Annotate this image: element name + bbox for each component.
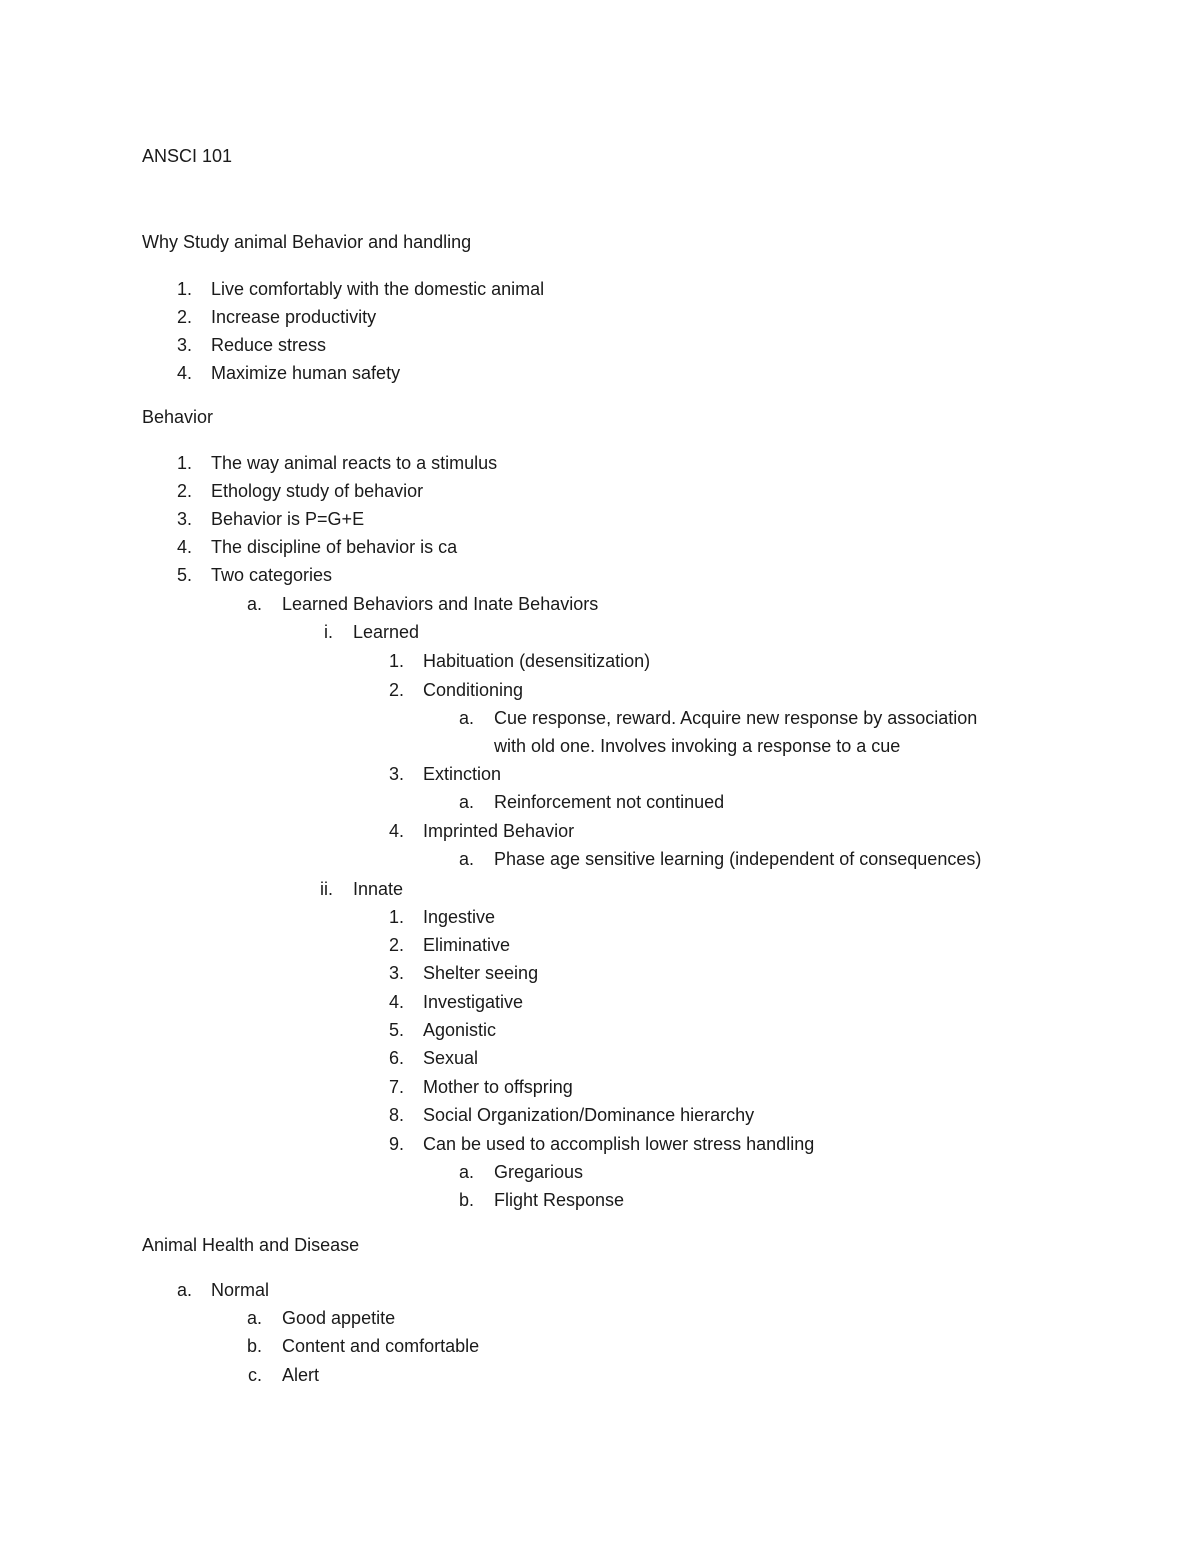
list-item-text: with old one. Involves invoking a response to a cue: [494, 736, 901, 756]
list-item-text: Ingestive: [423, 907, 496, 927]
list-item-text: Agonistic: [423, 1020, 497, 1040]
section-heading-why: [142, 230, 471, 254]
list-item-text: Flight Response: [494, 1190, 625, 1210]
list-marker: a.: [458, 1162, 474, 1182]
list-marker: a.: [246, 1308, 262, 1328]
section-heading-behavior: [142, 405, 213, 429]
list-item-text: Cue response, reward. Acquire new response by association: [494, 708, 978, 728]
list-marker: ii.: [320, 879, 333, 899]
list-marker: 3.: [388, 963, 404, 983]
list-marker: b.: [458, 1190, 474, 1210]
list-marker: 6.: [388, 1048, 404, 1068]
list-item-text: Alert: [282, 1365, 320, 1385]
list-item-text: Innate: [353, 879, 404, 899]
list-marker: 1.: [176, 453, 192, 473]
course-title: [142, 144, 232, 168]
list-item-text: Shelter seeing: [423, 963, 539, 983]
list-marker: a.: [458, 792, 474, 812]
course-title-text: ANSCI 101: [142, 146, 233, 166]
list-marker: a.: [458, 708, 474, 728]
heading-text: Why Study animal Behavior and handling: [142, 232, 472, 252]
list-item-text: Sexual: [423, 1048, 479, 1068]
list-marker: 2.: [388, 680, 404, 700]
list-item-text: Eliminative: [423, 935, 511, 955]
list-item-text: Social Organization/Dominance hierarchy: [423, 1105, 755, 1125]
list-marker: c.: [247, 1365, 262, 1385]
list-item-text: Reduce stress: [211, 335, 327, 355]
list-marker: 1.: [388, 651, 404, 671]
list-item-text: Imprinted Behavior: [423, 821, 575, 841]
list-marker: 2.: [176, 481, 192, 501]
section-heading-health: [142, 1233, 359, 1257]
list-marker: 1.: [388, 907, 404, 927]
list-marker: 2.: [176, 307, 192, 327]
list-marker: 2.: [388, 935, 404, 955]
list-marker: 4.: [176, 537, 192, 557]
list-marker: 1.: [176, 279, 192, 299]
list-item-text: Ethology study of behavior: [211, 481, 424, 501]
list-item-text: Content and comfortable: [282, 1336, 480, 1356]
list-item-text: Can be used to accomplish lower stress handling: [423, 1134, 815, 1154]
list-item-text: The way animal reacts to a stimulus: [211, 453, 498, 473]
list-item-text: Gregarious: [494, 1162, 584, 1182]
list-marker: i.: [324, 622, 333, 642]
list-marker: 4.: [388, 992, 404, 1012]
list-item-text: Reinforcement not continued: [494, 792, 725, 812]
list-marker: 9.: [388, 1134, 404, 1154]
list-item-text: Learned: [353, 622, 420, 642]
list-marker: a.: [458, 849, 474, 869]
list-marker: 5.: [176, 565, 192, 585]
heading-text: Animal Health and Disease: [142, 1235, 360, 1255]
list-item-text: Maximize human safety: [211, 363, 401, 383]
list-item-text: Normal: [211, 1280, 270, 1300]
list-marker: 3.: [176, 509, 192, 529]
list-marker: b.: [246, 1336, 262, 1356]
list-item-text: Investigative: [423, 992, 524, 1012]
list-item-text: Extinction: [423, 764, 502, 784]
list-marker: 5.: [388, 1020, 404, 1040]
list-item-text: Good appetite: [282, 1308, 396, 1328]
list-item-text: Phase age sensitive learning (independent of consequences): [494, 849, 982, 869]
list-marker: 3.: [176, 335, 192, 355]
list-item-text: Live comfortably with the domestic animal: [211, 279, 545, 299]
list-marker: 4.: [176, 363, 192, 383]
list-marker: a.: [246, 594, 262, 614]
list-marker: 7.: [388, 1077, 404, 1097]
list-marker: 3.: [388, 764, 404, 784]
list-item-text: The discipline of behavior is ca: [211, 537, 458, 557]
list-item-text: Two categories: [211, 565, 333, 585]
heading-text: Behavior: [142, 407, 214, 427]
list-item-text: Learned Behaviors and Inate Behaviors: [282, 594, 599, 614]
list-item-text: Behavior is P=G+E: [211, 509, 365, 529]
list-item-text: Conditioning: [423, 680, 524, 700]
list-marker: 8.: [388, 1105, 404, 1125]
list-marker: a.: [176, 1280, 192, 1300]
list-item-text: Increase productivity: [211, 307, 377, 327]
list-item-text: Mother to offspring: [423, 1077, 573, 1097]
list-item-text: Habituation (desensitization): [423, 651, 651, 671]
list-marker: 4.: [388, 821, 404, 841]
